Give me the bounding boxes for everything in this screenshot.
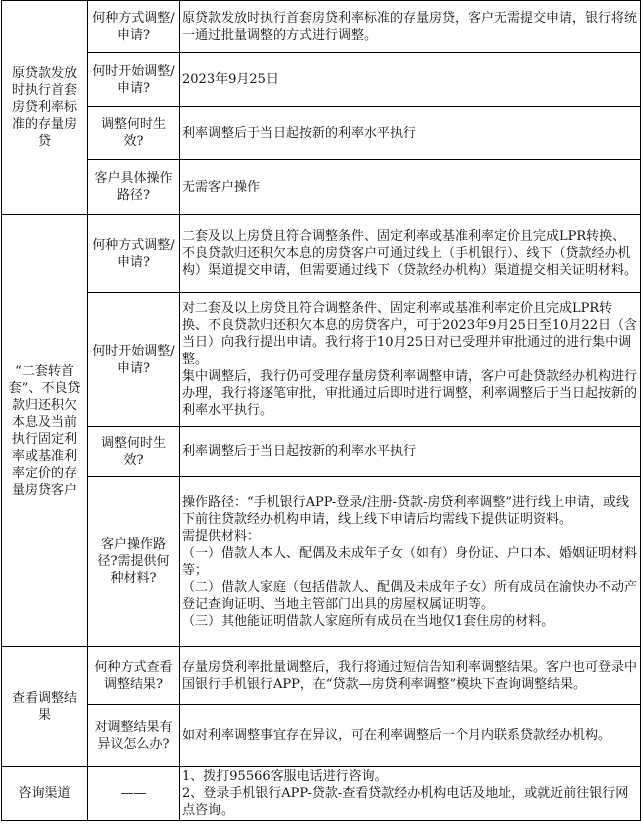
question-cell: 何种方式查看调整结果? <box>88 647 180 705</box>
answer-cell: 如对利率调整事宜存在异议，可在利率调整后一个月内联系贷款经办机构。 <box>180 705 641 767</box>
question-cell: 调整何时生效? <box>88 107 180 160</box>
table-row <box>2 293 641 427</box>
answer-cell: 2023年9月25日 <box>180 53 641 107</box>
answer-cell: 对二套及以上房贷且符合调整条件、固定利率或基准利率定价且完成LPR转换、不良贷款归还积欠本息的房贷客户，可于2023年9月25日至10月22日（含当日）向我行提出申请。我行将于10月25日对已受理并审批通过的进行集中调整。 集中调整后，我行仍可受理存量房贷利率调整申请，客户可赴贷款经办机构进行办理，我行将逐笔审批，审批通过后即时进行调整，利率调整后于当日起按新的利率水平执行。 <box>180 293 641 427</box>
question-cell: 何种方式调整/申请? <box>88 215 180 293</box>
answer-cell: 利率调整后于当日起按新的利率水平执行 <box>180 107 641 160</box>
question-cell: 客户操作路径?需提供何种材料? <box>88 477 180 647</box>
table-row <box>2 53 641 107</box>
mortgage-rate-faq-table <box>1 0 641 821</box>
category-cell: “二套转首套”、不良贷款归还积欠本息及当前执行固定利率或基准利率定价的存量房贷客户 <box>2 215 88 647</box>
question-cell: 对调整结果有异议怎么办? <box>88 705 180 767</box>
table-row <box>2 705 641 767</box>
answer-cell: 二套及以上房贷且符合调整条件、固定利率或基准利率定价且完成LPR转换、不良贷款归还积欠本息的房贷客户可通过线上（手机银行）、线下（贷款经办机构）渠道提交申请，但需要通过线下（贷款经办机构）渠道提交相关证明材料。 <box>180 215 641 293</box>
table-row <box>2 477 641 647</box>
table-row <box>2 215 641 293</box>
table-row <box>2 767 641 821</box>
category-cell: 原贷款发放时执行首套房贷利率标准的存量房贷 <box>2 1 88 215</box>
answer-cell: 无需客户操作 <box>180 160 641 215</box>
table-row <box>2 160 641 215</box>
question-cell: 调整何时生效? <box>88 427 180 477</box>
table-row <box>2 647 641 705</box>
answer-cell: 存量房贷利率批量调整后，我行将通过短信告知利率调整结果。客户也可登录中国银行手机银行APP，在“贷款—房贷利率调整”模块下查询调整结果。 <box>180 647 641 705</box>
question-cell: 何时开始调整/申请? <box>88 53 180 107</box>
answer-cell: 操作路径：“手机银行APP-登录/注册-贷款-房贷利率调整”进行线上申请，或线下前往贷款经办机构申请，线上线下申请后均需线下提供证明资料。 需提供材料： （一）借款人本人、配偶及未成年子女（如有）身份证、户口本、婚姻证明材料等； （二）借款人家庭（包括借款人、配偶及未成年子女）所有成员在渝快办不动产登记查询证明、当地主管部门出具的房屋权属证明等。 （三）其他能证明借款人家庭所有成员在当地仅1套住房的材料。 <box>180 477 641 647</box>
answer-cell: 原贷款发放时执行首套房贷利率标准的存量房贷，客户无需提交申请，银行将统一通过批量调整的方式进行调整。 <box>180 1 641 53</box>
question-cell: 何种方式调整/申请? <box>88 1 180 53</box>
table-row <box>2 107 641 160</box>
category-cell: 查看调整结果 <box>2 647 88 767</box>
answer-cell: 利率调整后于当日起按新的利率水平执行 <box>180 427 641 477</box>
table-row <box>2 1 641 53</box>
answer-cell: 1、拨打95566客服电话进行咨询。 2、登录手机银行APP-贷款-查看贷款经办机构电话及地址，或就近前往银行网点咨询。 <box>180 767 641 821</box>
table-row <box>2 427 641 477</box>
question-cell: 客户具体操作路径? <box>88 160 180 215</box>
question-cell: —— <box>88 767 180 821</box>
question-cell: 何时开始调整/申请? <box>88 293 180 427</box>
category-cell: 咨询渠道 <box>2 767 88 821</box>
